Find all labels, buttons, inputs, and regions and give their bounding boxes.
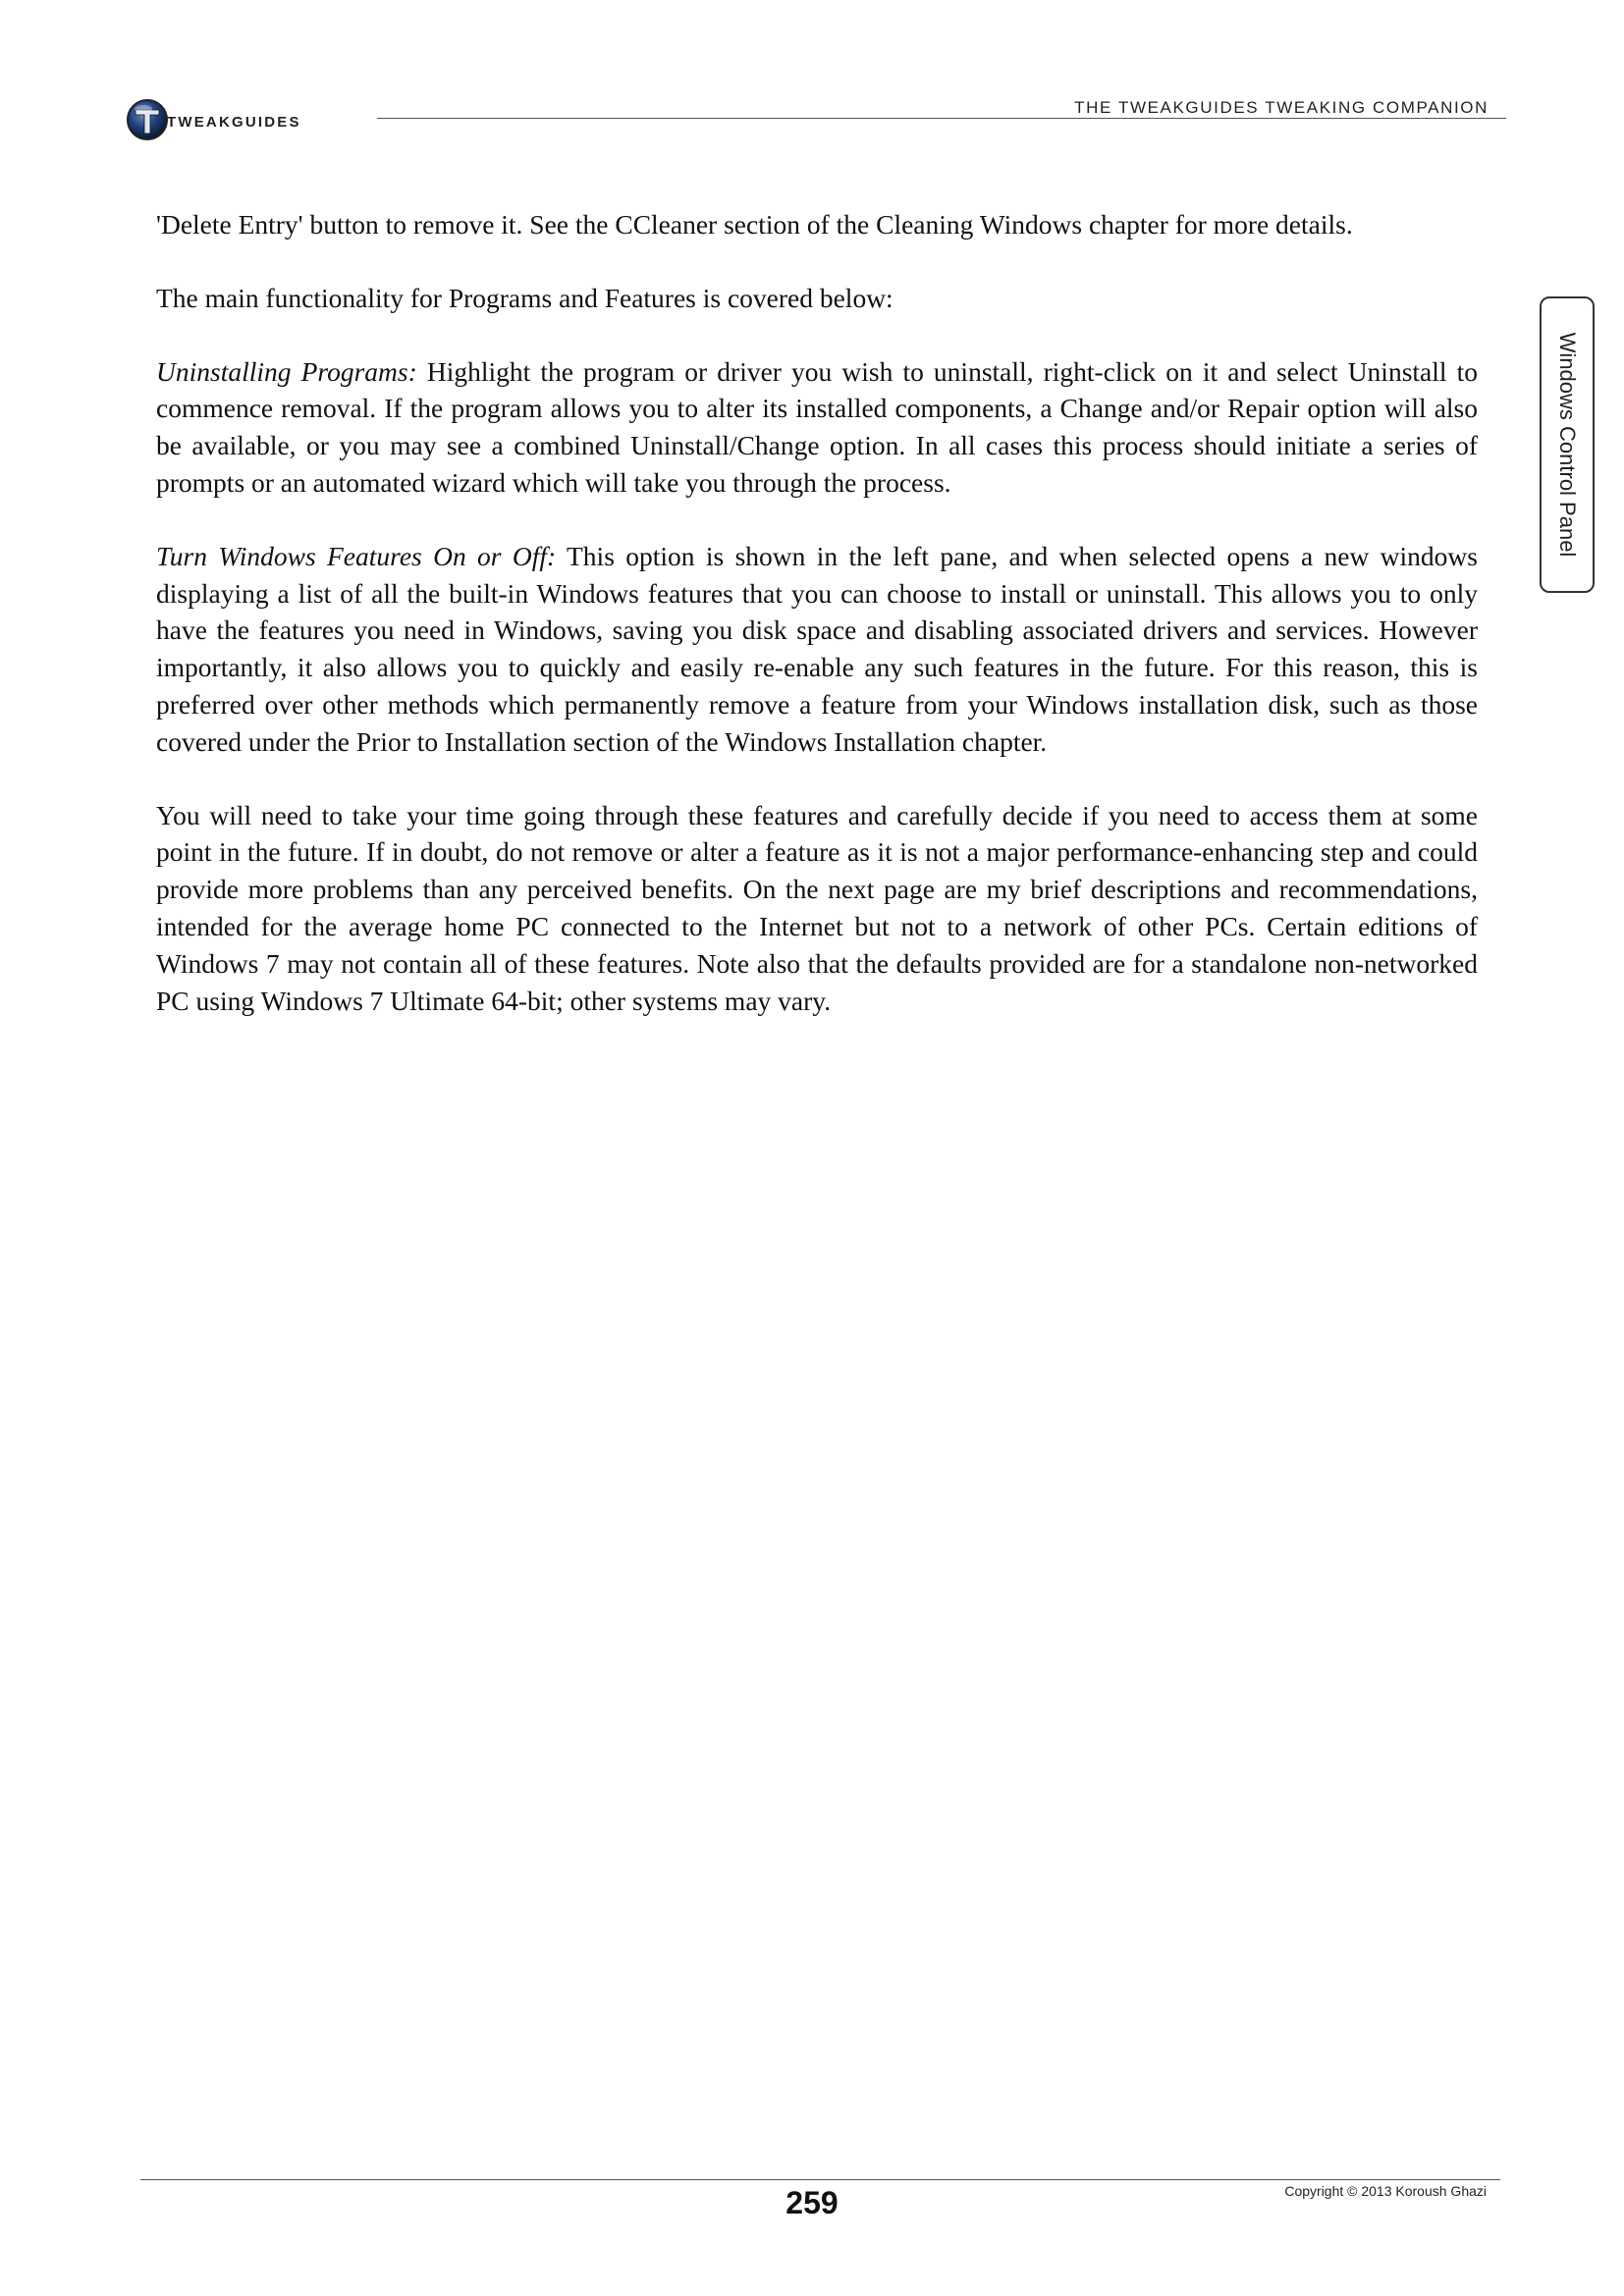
section-side-tab-label: Windows Control Panel — [1555, 332, 1580, 558]
page-header — [0, 0, 1624, 157]
body-paragraph-3 — [156, 353, 1478, 502]
body-paragraph-2: The main functionality for Programs and Features is covered below: — [156, 282, 893, 313]
header-rule — [377, 118, 1506, 119]
body-paragraph-4 — [156, 538, 1478, 761]
paragraph-3-text: Highlight the program or driver you wish to uninstall, right-click on it and select Uninstall to commence removal. If the program allows you to alter its installed components, a Change and/or Repair option will also be available, or you may see a combined Uninstall/Change option. In all cases this process should initiate a series of prompts or an automated wizard which will take you through the process. — [156, 355, 1479, 498]
tweakguides-logo — [126, 96, 361, 143]
footer-rule — [140, 2179, 1500, 2180]
paragraph-3-lead: Uninstalling Programs: — [156, 355, 417, 387]
paragraph-4-lead: Turn Windows Features On or Off: — [156, 540, 557, 571]
copyright-notice: Copyright © 2013 Koroush Ghazi — [1284, 2183, 1487, 2199]
header-title: THE TWEAKGUIDES TWEAKING COMPANION — [1074, 98, 1489, 117]
svg-text:TWEAKGUIDES: TWEAKGUIDES — [167, 114, 301, 131]
page-number: 259 — [785, 2185, 839, 2220]
page-body — [156, 206, 1478, 1055]
body-paragraph-5: You will need to take your time going through these features and carefully decide if you need to access them at some point in the future. If in doubt, do not remove or alter a feature as it is not a major performance-enhancing step and could provide more problems than any perceived benefits. On the next page are my brief descriptions and recommendations, intended for the average home PC connected to the Internet but not to a network of other PCs. Certain editions of Windows 7 may not contain all of these features. Note also that the defaults provided are for a standalone non-networked PC using Windows 7 Ultimate 64-bit; other systems may vary. — [156, 799, 1478, 1016]
section-side-tab — [1540, 296, 1595, 593]
paragraph-4-text: This option is shown in the left pane, and when selected opens a new windows displaying a list of all the built-in Windows features that you can choose to install or uninstall. This allows you to only have the features you need in Windows, saving you disk space and disabling associated drivers and services. However importantly, it also allows you to quickly and easily re-enable any such features in the future. For this reason, this is preferred over other methods which permanently remove a feature from your Windows installation disk, such as those covered under the Prior to Installation section of the Windows Installation chapter. — [156, 540, 1478, 757]
body-paragraph-1: 'Delete Entry' button to remove it. See the CCleaner section of the Cleaning Windows chapter for more details. — [156, 209, 1353, 240]
